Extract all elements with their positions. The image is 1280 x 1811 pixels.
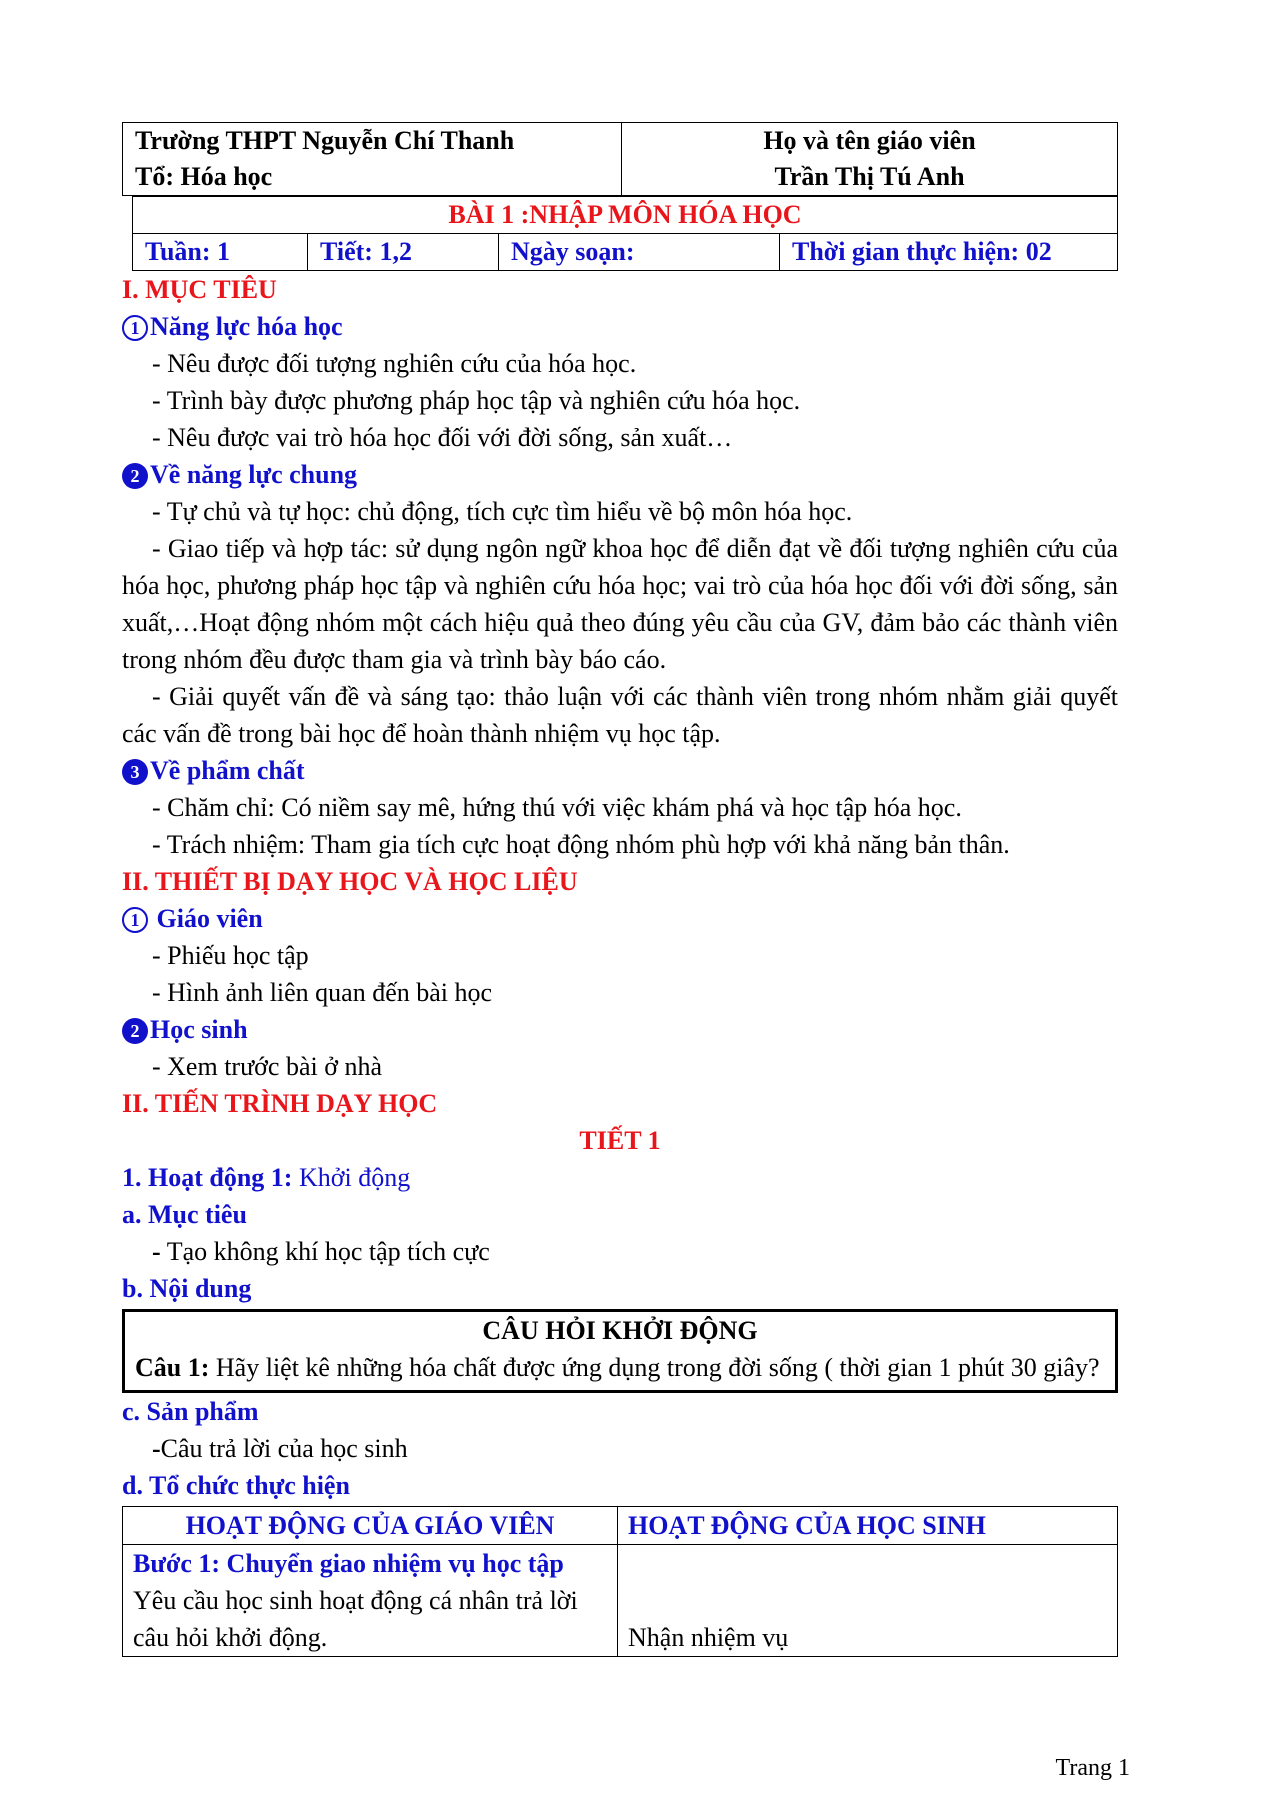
warmup-box-title: CÂU HỎI KHỞI ĐỘNG xyxy=(482,1316,758,1345)
circled-number-icon: 2 xyxy=(122,463,148,489)
list-item: - Giải quyết vấn đề và sáng tạo: thảo luận với các thành viên trong nhóm nhằm giải quyết các vấn đề trong bài học để hoàn thành nhiệm vụ học tập. xyxy=(122,682,1118,748)
product-text: Câu trả lời của học sinh xyxy=(160,1434,408,1463)
week-cell: Tuần: 1 xyxy=(133,234,308,271)
lesson-info-table xyxy=(132,196,1118,271)
student-activity-cell xyxy=(618,1545,1118,1657)
list-item: - Phiếu học tập xyxy=(152,941,309,970)
general-competency-heading xyxy=(122,456,1118,493)
activity-heading xyxy=(122,1159,1118,1196)
student-activity-text: Nhận nhiệm vụ xyxy=(628,1623,789,1652)
question-text: Hãy liệt kê những hóa chất được ứng dụng trong đời sống ( thời gian 1 phút 30 giây? xyxy=(209,1353,1100,1382)
school-name: Trường THPT Nguyễn Chí Thanh xyxy=(135,126,515,155)
objectives-heading: I. MỤC TIÊU xyxy=(122,275,277,304)
list-item: - Trách nhiệm: Tham gia tích cực hoạt động nhóm phù hợp với khả năng bản thân. xyxy=(152,830,1010,859)
duration-cell: Thời gian thực hiện: 02 xyxy=(780,234,1118,271)
header-table xyxy=(122,122,1118,196)
circled-number-icon: 1 xyxy=(122,315,148,341)
activity-prefix: 1. Hoạt động 1: xyxy=(122,1163,293,1192)
quality-heading xyxy=(122,752,1118,789)
teacher-label: Họ và tên giáo viên xyxy=(763,126,976,155)
circled-number-icon: 3 xyxy=(122,759,148,785)
student-equipment-title: Học sinh xyxy=(150,1015,248,1044)
document-page xyxy=(122,122,1118,1657)
organization-heading: d. Tổ chức thực hiện xyxy=(122,1471,350,1500)
period-heading: TIẾT 1 xyxy=(579,1126,661,1155)
list-item: - Chăm chỉ: Có niềm say mê, hứng thú với việc khám phá và học tập hóa học. xyxy=(152,793,962,822)
quality-title: Về phẩm chất xyxy=(150,756,305,785)
list-item: - Hình ảnh liên quan đến bài học xyxy=(152,978,493,1007)
circled-number-icon: 1 xyxy=(122,907,148,933)
activity-name: Khởi động xyxy=(292,1163,411,1192)
teacher-equipment-heading xyxy=(122,900,1118,937)
goal-bullet: - xyxy=(152,1237,161,1266)
list-item: - Xem trước bài ở nhà xyxy=(152,1052,383,1081)
product-item xyxy=(122,1430,1118,1467)
warmup-question xyxy=(135,1349,1105,1386)
chem-competency-heading xyxy=(122,308,1118,345)
step1-label: Bước 1: Chuyển giao nhiệm vụ học tập xyxy=(133,1549,564,1578)
warmup-question-box xyxy=(122,1309,1118,1393)
goal-text: Tạo không khí học tập tích cực xyxy=(160,1237,490,1266)
lesson-title: BÀI 1 :NHẬP MÔN HÓA HỌC xyxy=(133,197,1118,234)
circled-number-icon: 2 xyxy=(122,1018,148,1044)
goal-heading: a. Mục tiêu xyxy=(122,1200,247,1229)
product-bullet: - xyxy=(152,1434,161,1463)
equipment-heading: II. THIẾT BỊ DẠY HỌC VÀ HỌC LIỆU xyxy=(122,867,578,896)
student-equipment-heading xyxy=(122,1011,1118,1048)
product-heading: c. Sản phẩm xyxy=(122,1397,259,1426)
teacher-activity-cell xyxy=(123,1545,618,1657)
teacher-name: Trần Thị Tú Anh xyxy=(774,162,965,191)
teacher-equipment-title: Giáo viên xyxy=(156,904,263,933)
chem-competency-title: Năng lực hóa học xyxy=(150,312,343,341)
student-column-header: HOẠT ĐỘNG CỦA HỌC SINH xyxy=(618,1507,1118,1545)
page-number: Trang 1 xyxy=(1055,1755,1130,1781)
question-label: Câu 1: xyxy=(135,1353,210,1382)
periods-cell: Tiết: 1,2 xyxy=(308,234,499,271)
general-competency-title: Về năng lực chung xyxy=(150,460,358,489)
teacher-cell xyxy=(622,123,1118,196)
goal-item xyxy=(122,1233,1118,1270)
list-item: - Tự chủ và tự học: chủ động, tích cực tìm hiểu về bộ môn hóa học. xyxy=(152,497,853,526)
activity-table xyxy=(122,1506,1118,1657)
list-item: - Nêu được đối tượng nghiên cứu của hóa học. xyxy=(152,349,637,378)
teacher-column-header: HOẠT ĐỘNG CỦA GIÁO VIÊN xyxy=(123,1507,618,1545)
list-item: - Nêu được vai trò hóa học đối với đời sống, sản xuất… xyxy=(152,423,733,452)
department-name: Tổ: Hóa học xyxy=(135,162,273,191)
content-heading: b. Nội dung xyxy=(122,1274,252,1303)
process-heading: II. TIẾN TRÌNH DẠY HỌC xyxy=(122,1089,438,1118)
list-item: - Trình bày được phương pháp học tập và nghiên cứu hóa học. xyxy=(152,386,801,415)
teacher-activity-text: Yêu cầu học sinh hoạt động cá nhân trả lời câu hỏi khởi động. xyxy=(133,1586,578,1652)
list-item: - Giao tiếp và hợp tác: sử dụng ngôn ngữ khoa học để diễn đạt về đối tượng nghiên cứu của hóa học, phương pháp học tập và nghiên cứu hóa học; vai trò của hóa học đối với đời sống, sản xuất,…Hoạt động nhóm một cách hiệu quả theo đúng yêu cầu của GV, đảm bảo các thành viên trong nhóm đều được tham gia và trình bày báo cáo. xyxy=(122,534,1118,674)
date-cell: Ngày soạn: xyxy=(499,234,780,271)
school-cell xyxy=(123,123,622,196)
